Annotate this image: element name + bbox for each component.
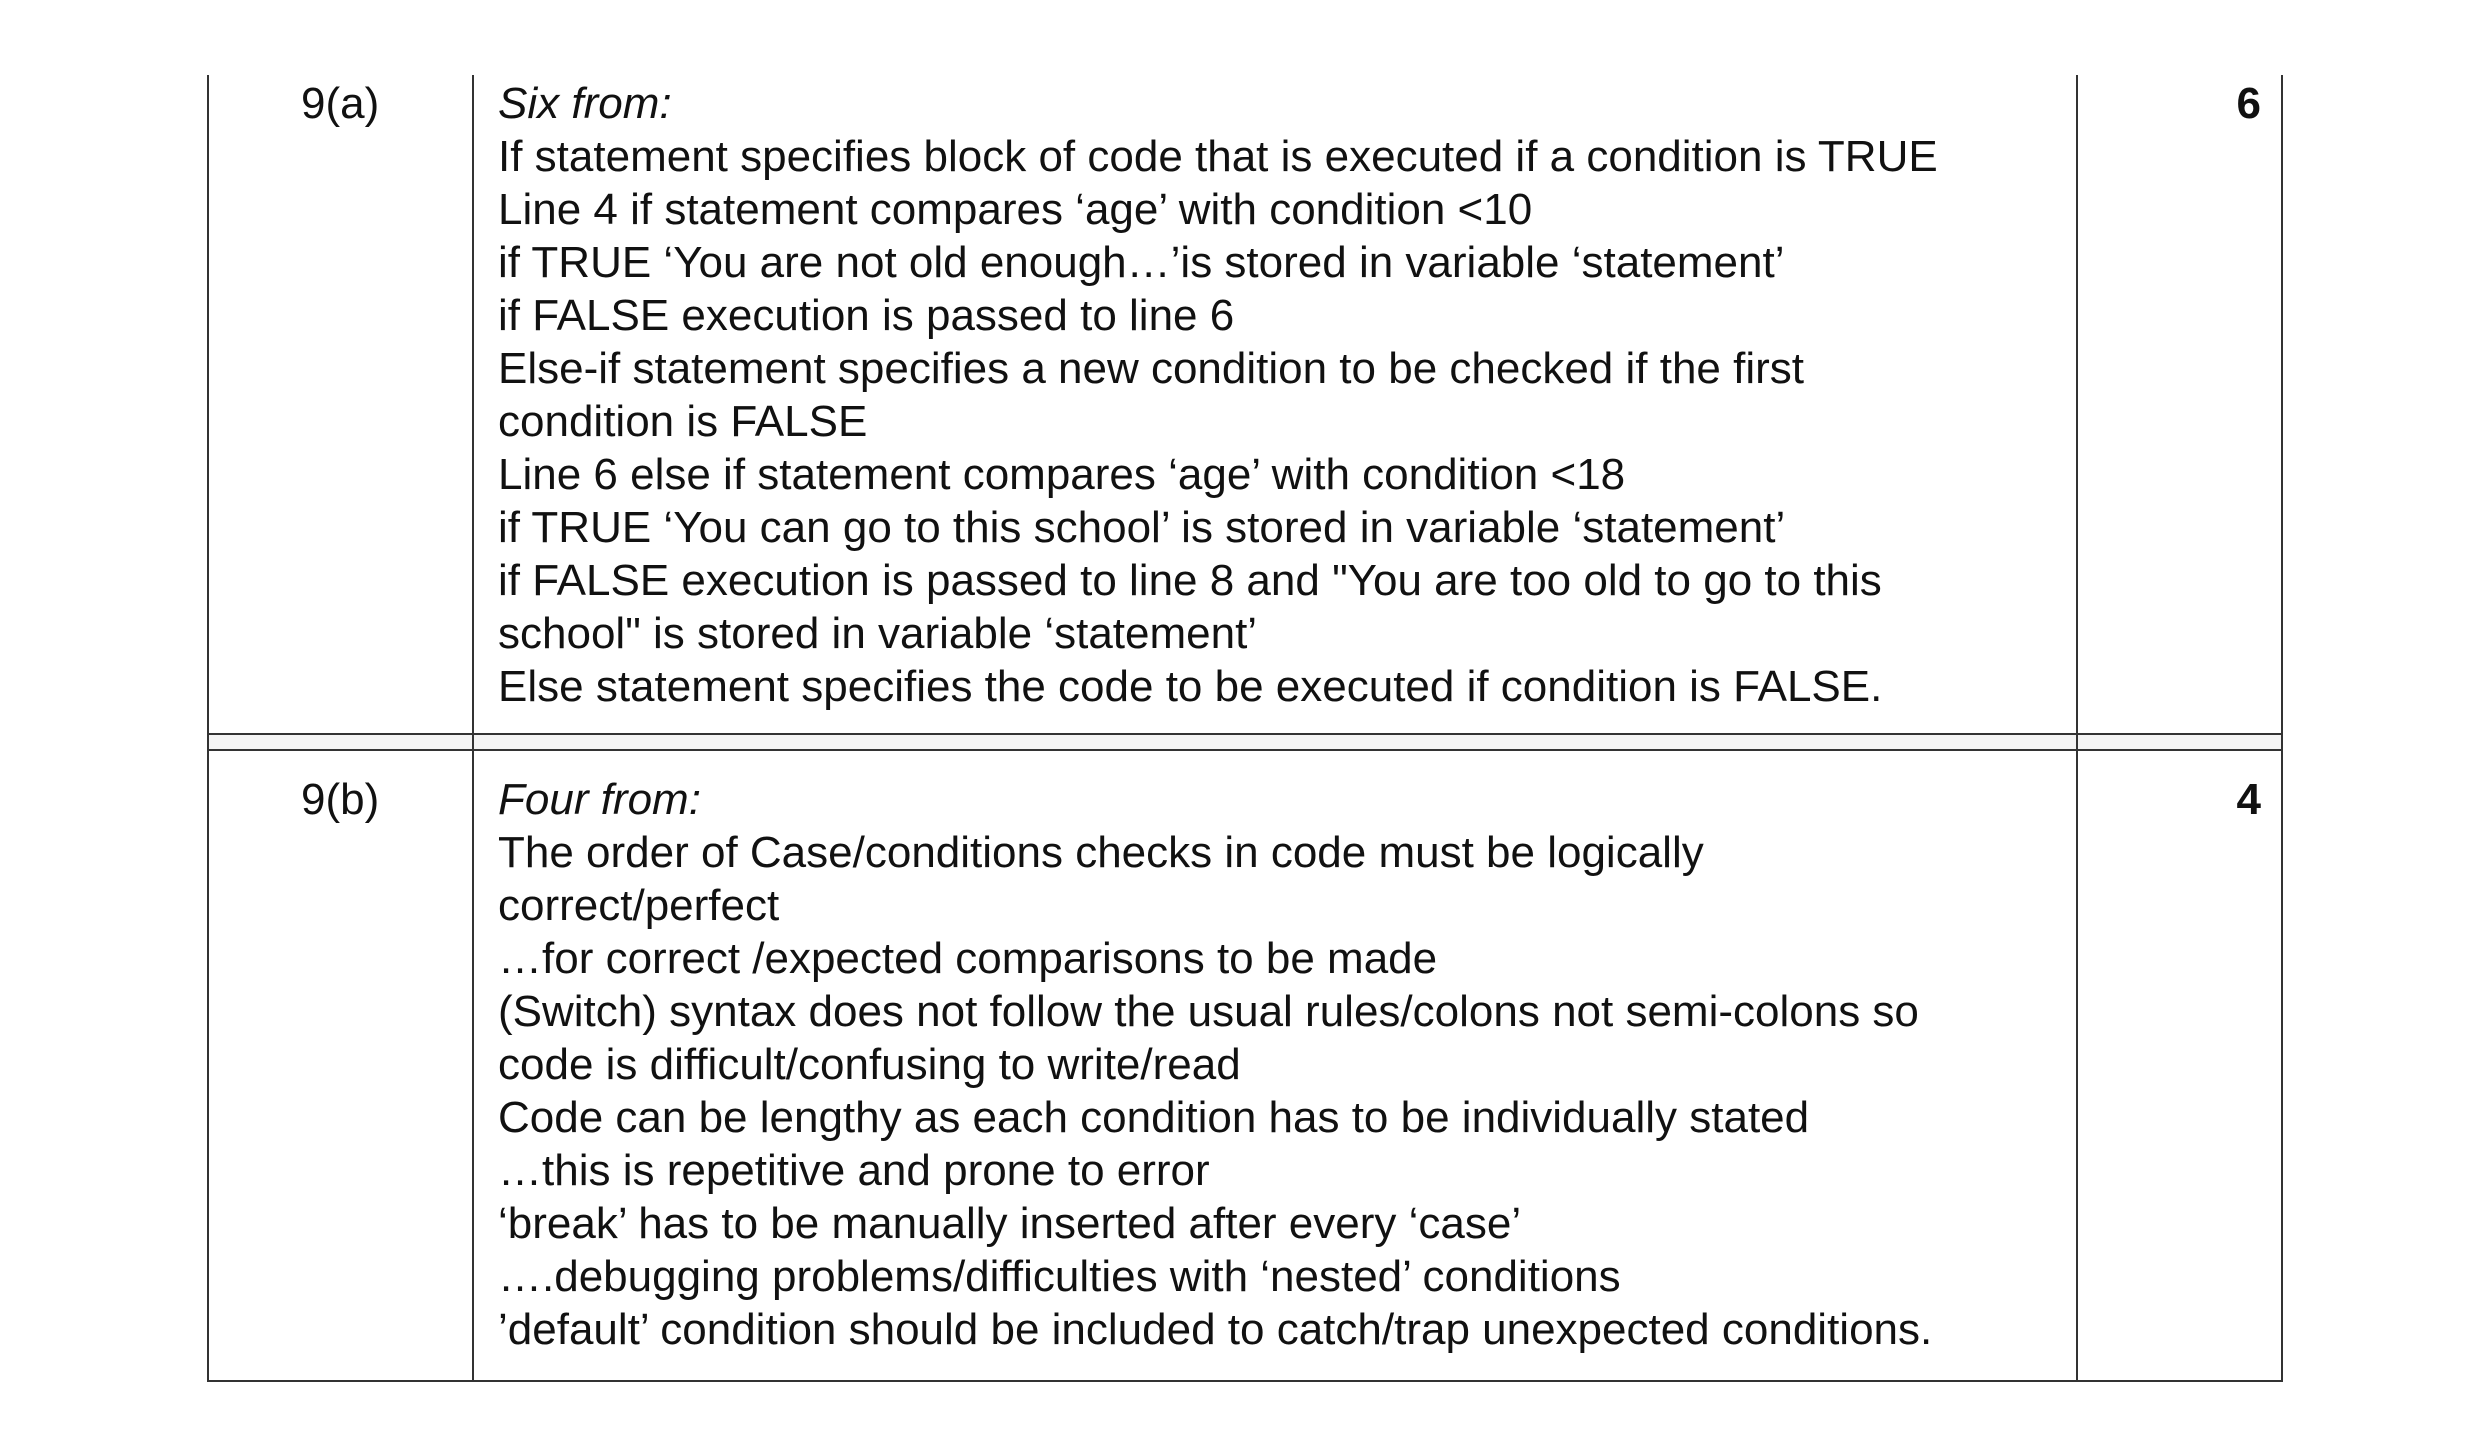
answer-line: school" is stored in variable ‘statement’ (498, 609, 1258, 658)
answer-line: ’default’ condition should be included to catch/trap unexpected conditions. (498, 1305, 1933, 1354)
answer-line: …this is repetitive and prone to error (498, 1146, 1210, 1195)
question-number: 9(b) (301, 775, 380, 824)
row-separator (207, 733, 2283, 751)
answer-line: if FALSE execution is passed to line 8 and "You are too old to go to this (498, 556, 1882, 605)
answer-line: if FALSE execution is passed to line 6 (498, 291, 1235, 340)
answer-text (498, 773, 2058, 1356)
answer-line: Line 6 else if statement compares ‘age’ with condition <18 (498, 450, 1626, 499)
question-cell (209, 75, 474, 733)
answer-line: if TRUE ‘You are not old enough…’is stored in variable ‘statement’ (498, 238, 1785, 287)
answer-line: Line 4 if statement compares ‘age’ with condition <10 (498, 185, 1533, 234)
answer-line: The order of Case/conditions checks in code must be logically (498, 828, 1704, 877)
marks-value: 6 (2236, 79, 2261, 128)
mark-scheme-table (207, 75, 2283, 1382)
answer-cell (474, 751, 2078, 1380)
answer-line: Else statement specifies the code to be executed if condition is FALSE. (498, 662, 1883, 711)
marks-value: 4 (2236, 775, 2261, 824)
answer-line: code is difficult/confusing to write/read (498, 1040, 1241, 1089)
answer-intro: Four from: (498, 775, 701, 824)
answer-line: ….debugging problems/difficulties with ‘nested’ conditions (498, 1252, 1621, 1301)
answer-cell (474, 75, 2078, 733)
separator-cell (209, 735, 474, 749)
marks-cell (2078, 75, 2281, 733)
answer-line: correct/perfect (498, 881, 780, 930)
marks-cell (2078, 751, 2281, 1380)
answer-line: if TRUE ‘You can go to this school’ is stored in variable ‘statement’ (498, 503, 1786, 552)
question-cell (209, 751, 474, 1380)
separator-cell (2078, 735, 2281, 749)
answer-line: condition is FALSE (498, 397, 868, 446)
answer-line: Code can be lengthy as each condition has to be individually stated (498, 1093, 1810, 1142)
separator-cell (474, 735, 2078, 749)
answer-line: …for correct /expected comparisons to be made (498, 934, 1438, 983)
answer-line: Else-if statement specifies a new condition to be checked if the first (498, 344, 1804, 393)
answer-line: If statement specifies block of code that is executed if a condition is TRUE (498, 132, 1938, 181)
mark-scheme-row-9a (207, 75, 2283, 733)
answer-line: ‘break’ has to be manually inserted after every ‘case’ (498, 1199, 1522, 1248)
answer-intro: Six from: (498, 79, 672, 128)
question-number: 9(a) (301, 79, 380, 128)
answer-text (498, 77, 2058, 713)
mark-scheme-row-9b (207, 751, 2283, 1382)
answer-line: (Switch) syntax does not follow the usual rules/colons not semi-colons so (498, 987, 1919, 1036)
